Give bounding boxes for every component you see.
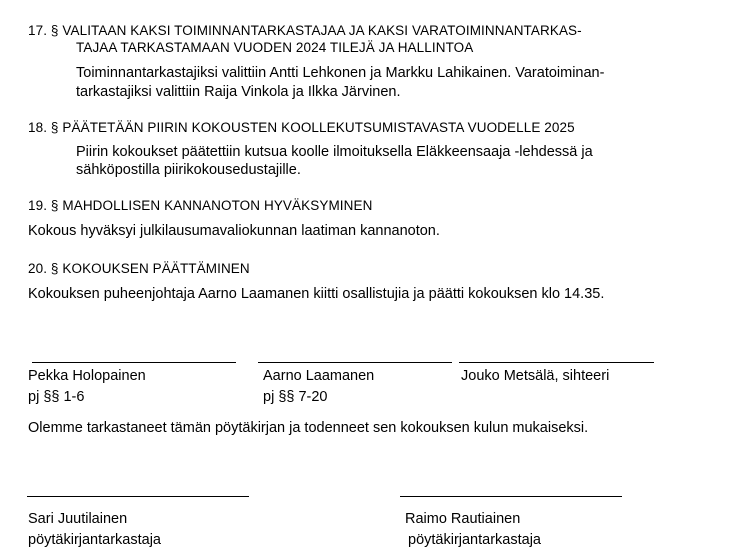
section-17-body-line1: Toiminnantarkastajiksi valittiin Antti Lehkonen ja Markku Lahikainen. Varatoiminan- [76, 65, 605, 81]
signer-3-name: Jouko Metsälä, sihteeri [461, 368, 610, 384]
section-19-heading: 19. § MAHDOLLISEN KANNANOTON HYVÄKSYMINEN [28, 198, 373, 213]
signature-line-3 [459, 362, 654, 363]
verification-text: Olemme tarkastaneet tämän pöytäkirjan ja todenneet sen kokouksen kulun mukaiseksi. [28, 420, 589, 436]
checker-1-role: pöytäkirjantarkastaja [28, 532, 161, 548]
section-20-heading: 20. § KOKOUKSEN PÄÄTTÄMINEN [28, 261, 250, 276]
section-17-body-line2: tarkastajiksi valittiin Raija Vinkola ja Ilkka Järvinen. [76, 84, 401, 100]
signature-line-2 [258, 362, 452, 363]
signature-line-5 [400, 496, 622, 497]
section-17-heading-line1: 17. § VALITAAN KAKSI TOIMINNANTARKASTAJAA JA KAKSI VARATOIMINNANTARKAS- [28, 23, 582, 38]
section-17-heading-line2: TAJAA TARKASTAMAAN VUODEN 2024 TILEJÄ JA HALLINTOA [76, 40, 474, 55]
signer-1-name: Pekka Holopainen [28, 368, 146, 384]
checker-2-name: Raimo Rautiainen [405, 511, 521, 527]
signature-line-1 [32, 362, 236, 363]
checker-1-name: Sari Juutilainen [28, 511, 128, 527]
section-19-body: Kokous hyväksyi julkilausumavaliokunnan laatiman kannanoton. [28, 223, 440, 239]
section-20-body: Kokouksen puheenjohtaja Aarno Laamanen kiitti osallistujia ja päätti kokouksen klo 14.35. [28, 286, 605, 302]
checker-2-role: pöytäkirjantarkastaja [408, 532, 541, 548]
section-18-body-line2: sähköpostilla piirikokousedustajille. [76, 162, 301, 178]
signer-1-role: pj §§ 1-6 [28, 389, 85, 405]
section-18-body-line1: Piirin kokoukset päätettiin kutsua koolle ilmoituksella Eläkkeensaaja -lehdessä ja [76, 144, 593, 160]
signer-2-name: Aarno Laamanen [263, 368, 375, 384]
signature-line-4 [27, 496, 249, 497]
section-18-heading: 18. § PÄÄTETÄÄN PIIRIN KOKOUSTEN KOOLLEKUTSUMISTAVASTA VUODELLE 2025 [28, 120, 575, 135]
signer-2-role: pj §§ 7-20 [263, 389, 328, 405]
